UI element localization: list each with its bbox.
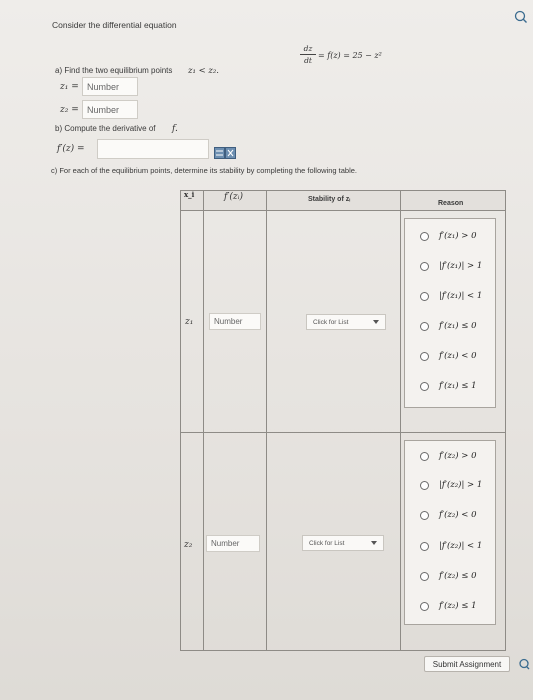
radio-icon[interactable] (420, 572, 429, 581)
radio-icon[interactable] (420, 452, 429, 461)
z1-input[interactable]: Number (82, 77, 138, 96)
z1-label: z₁ = (60, 82, 79, 92)
equation-fraction (300, 44, 316, 65)
header-stability: Stability of zᵢ (308, 196, 351, 203)
row2-reason-option-1[interactable]: f′(z₂) > 0 (405, 443, 495, 469)
z2-input[interactable]: Number (82, 100, 138, 119)
part-c-text: c) For each of the equilibrium points, determine its stability by completing the following table. (51, 166, 357, 175)
row1-stability-value: Click for List (313, 318, 349, 326)
row2-reason-option-2[interactable]: |f′(z₂)| > 1 (405, 472, 495, 498)
equation-numerator: dz (303, 44, 313, 53)
header-xi: x_i (184, 190, 195, 199)
row2-reason-option-4[interactable]: |f′(z₂)| < 1 (405, 533, 495, 559)
chevron-down-icon (373, 320, 379, 324)
fprime-input[interactable] (97, 139, 209, 159)
part-b-math: f. (172, 124, 178, 134)
row1-reason-option-6[interactable]: f′(z₁) ≤ 1 (405, 373, 495, 399)
equation-editor-icon[interactable] (214, 147, 236, 159)
part-b-text: b) Compute the derivative of (55, 124, 156, 133)
row1-label: z₁ (185, 317, 194, 327)
header-fprime: f′(zᵢ) (224, 192, 243, 202)
row1-reason-option-1[interactable]: f′(z₁) > 0 (405, 223, 495, 249)
part-a-text: a) Find the two equilibrium points (55, 66, 173, 75)
row1-fprime-input[interactable]: Number (209, 313, 261, 330)
row1-reason-option-5[interactable]: f′(z₁) < 0 (405, 343, 495, 369)
row1-stability-select[interactable] (306, 314, 386, 330)
radio-icon[interactable] (420, 292, 429, 301)
row2-stability-select[interactable] (302, 535, 384, 551)
equation-denominator: dt (304, 56, 312, 65)
part-a-math: z₁ < z₂. (188, 66, 219, 76)
radio-icon[interactable] (420, 352, 429, 361)
radio-icon[interactable] (420, 232, 429, 241)
radio-icon[interactable] (420, 542, 429, 551)
row1-reason-option-3[interactable]: |f′(z₁)| < 1 (405, 283, 495, 309)
radio-icon[interactable] (420, 511, 429, 520)
radio-icon[interactable] (420, 322, 429, 331)
radio-icon[interactable] (420, 481, 429, 490)
z2-label: z₂ = (60, 105, 79, 115)
search-icon[interactable] (514, 10, 528, 24)
row2-reason-option-5[interactable]: f′(z₂) ≤ 0 (405, 563, 495, 589)
row1-reason-option-2[interactable]: |f′(z₁)| > 1 (405, 253, 495, 279)
row2-reason-group (404, 440, 496, 625)
radio-icon[interactable] (420, 382, 429, 391)
radio-icon[interactable] (420, 262, 429, 271)
chat-icon[interactable] (518, 658, 530, 670)
fprime-label: f′(z) = (57, 144, 85, 154)
row2-reason-option-3[interactable]: f′(z₂) < 0 (405, 502, 495, 528)
row1-reason-option-4[interactable]: f′(z₁) ≤ 0 (405, 313, 495, 339)
question-intro: Consider the differential equation (52, 20, 177, 30)
submit-assignment-button[interactable]: Submit Assignment (424, 656, 510, 672)
row2-fprime-input[interactable]: Number (206, 535, 260, 552)
chevron-down-icon (371, 541, 377, 545)
radio-icon[interactable] (420, 602, 429, 611)
row1-reason-group (404, 218, 496, 408)
row2-reason-option-6[interactable]: f′(z₂) ≤ 1 (405, 593, 495, 619)
header-reason: Reason (438, 200, 464, 207)
row2-label: z₂ (184, 540, 193, 550)
row2-stability-value: Click for List (309, 539, 345, 547)
equation-rhs: = f(z) = 25 − z² (318, 51, 382, 60)
